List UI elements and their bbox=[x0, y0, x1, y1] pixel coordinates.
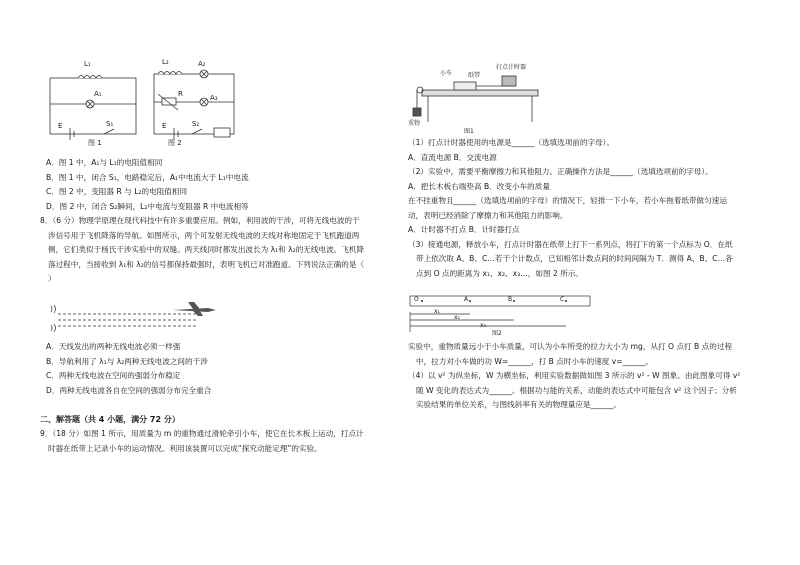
q9-line-2: 时器在纸带上记录小车的运动情况。利用该装置可以完成“探究动能定理”的实验。 bbox=[48, 443, 322, 453]
q9-line-1: 9．（18 分）如图 1 所示，用质量为 m 的重物通过滑轮牵引小车，使它在长木板上运动，打点计 bbox=[40, 429, 364, 438]
section-2-title: 二、解答题（共 4 小题，满分 72 分） bbox=[40, 415, 180, 424]
paper-tape-figure bbox=[408, 292, 608, 336]
q8-line-1: 8．（6 分）物理学原理在现代科技中有许多重要应用。例如，利用波的干涉，可将无线电波的干 bbox=[40, 216, 360, 225]
label-L2: L₂ bbox=[162, 58, 169, 66]
label-E2: E bbox=[162, 122, 167, 130]
q8-line-4: 落过程中，当接收到 λ₁和 λ₂的信号都保持最强时，表明飞机已对准跑道。下列说法正确的是（ bbox=[48, 259, 365, 269]
q8-option-c: C．两种无线电波在空间的强弱分布稳定 bbox=[46, 371, 181, 380]
label-S1: S₁ bbox=[106, 120, 114, 128]
q9-part1-options: A．直流电源 B．交流电源 bbox=[408, 152, 497, 162]
label-E1: E bbox=[58, 122, 63, 130]
q9-part3-line-3: 点到 O 点的距离为 x₁、x₂、x₃…，如图 2 所示。 bbox=[416, 268, 583, 278]
label-L1: L₁ bbox=[84, 60, 91, 68]
q9-part4-line-3: 实验结果的单位关系，与图线斜率有关的物理量应是______。 bbox=[416, 400, 622, 409]
apparatus-caption: 图1 bbox=[464, 128, 474, 135]
circuit-2-diagram bbox=[148, 58, 258, 148]
tape-label-O: O bbox=[414, 296, 419, 303]
q9-part2: （2）实验中，需要平衡摩擦力和其他阻力。正确操作方法是______（选填选项前的字母）。 bbox=[408, 167, 713, 176]
q9-part4-line-1: （4）以 v² 为纵坐标，W 为横坐标，利用实验数据做如图 3 所示的 v² - W 图象。由此图象可得 v² bbox=[408, 371, 741, 380]
tape-label-x2: x₂ bbox=[454, 314, 460, 321]
label-A2: A₂ bbox=[198, 60, 206, 68]
tape-label-C: C bbox=[560, 296, 565, 303]
tape-label-A: A bbox=[464, 296, 469, 303]
q9-part2-options: A．把长木板右端垫高 B．改变小车的质量 bbox=[408, 181, 550, 191]
runway-figure bbox=[48, 300, 238, 334]
q8-option-a: A．天线发出的两种无线电波必须一样强 bbox=[46, 342, 181, 351]
label-A3: A₃ bbox=[210, 94, 218, 102]
circuit-figure-2 bbox=[148, 58, 258, 148]
q8-option-b: B．导航利用了 λ₁与 λ₂两种无线电波之间的干涉 bbox=[46, 356, 208, 366]
label-S2: S₂ bbox=[192, 120, 200, 128]
fig2-caption: 图 2 bbox=[168, 139, 182, 147]
label-paper-tape: 纸带 bbox=[468, 72, 481, 79]
label-R: R bbox=[178, 90, 183, 98]
tape-label-x3: x₃ bbox=[480, 322, 486, 329]
label-weight: 重物 bbox=[408, 120, 421, 127]
q9-part2-options-2: A．计时器不打点 B．计时器打点 bbox=[408, 225, 520, 234]
runway-diagram bbox=[48, 300, 238, 334]
circuit-figure-1 bbox=[44, 58, 144, 148]
label-A1: A₁ bbox=[94, 90, 102, 98]
right-column-bottom bbox=[408, 340, 780, 413]
q8-line-2: 涉信号用于飞机降落的导航。如图所示，两个可发射无线电波的天线对称地固定于飞机跑道两 bbox=[48, 230, 360, 240]
q9-part2-continue-1: 在不挂重物且______（选填选项前的字母）的情况下，轻推一下小车，若小车拖着纸带做匀速运 bbox=[408, 196, 727, 205]
left-column bbox=[40, 156, 400, 287]
apparatus-figure bbox=[408, 60, 548, 140]
q9-part1: （1）打点计时器使用的电源是______（选填选项前的字母）。 bbox=[408, 138, 615, 147]
q9-part3-work: 实验中，重物质量远小于小车质量，可认为小车所受的拉力大小为 mg，从打 O 点打 B 点的过程 bbox=[408, 342, 733, 351]
q9-part3-line-2: 带上依次取 A、B、C…若干个计数点，已知相邻计数点间的时间间隔为 T．测得 A、B、C…各 bbox=[416, 254, 733, 263]
q9-part4-line-2: 随 W 变化的表达式为______。根据功与能的关系，动能的表达式中可能包含 v² 这个因子；分析 bbox=[416, 385, 737, 395]
q8-option-d: D．两种无线电波各自在空间的强弱分布完全重合 bbox=[46, 385, 212, 395]
label-cart: 小车 bbox=[440, 70, 453, 77]
circuit-1-diagram bbox=[44, 58, 144, 148]
fig1-caption: 图 1 bbox=[88, 139, 102, 147]
q8-line-3: 侧，它们类似于杨氏干涉实验中的双缝。两天线同时都发出波长为 λ₁和 λ₂的无线电波。飞机降 bbox=[48, 245, 365, 254]
right-column bbox=[408, 136, 780, 281]
label-timer: 打点计时器 bbox=[496, 64, 527, 71]
q8-line-5: ） bbox=[48, 274, 56, 283]
q9-part3-velocity: 中，拉力对小车做的功 W=______，打 B 点时小车的速度 v=______。 bbox=[416, 356, 654, 366]
q9-part2-continue-2: 动，表明已经消除了摩擦力和其他阻力的影响。 bbox=[408, 210, 568, 220]
tape-label-B: B bbox=[508, 296, 513, 303]
left-column-bottom bbox=[40, 340, 400, 456]
q7-option-a: A．图 1 中，A₁与 L₁的电阻值相同 bbox=[46, 158, 163, 167]
q7-option-c: C．图 2 中，变阻器 R 与 L₂的电阻值相同 bbox=[46, 187, 188, 196]
q7-option-b: B．图 1 中，闭合 S₁，电路稳定后，A₁中电流大于 L₁中电流 bbox=[46, 172, 249, 182]
q9-part3-line-1: （3）接通电源，释放小车，打点计时器在纸带上打下一系列点，将打下的第一个点标为 O．在纸 bbox=[408, 239, 733, 249]
tape-label-x1: x₁ bbox=[434, 308, 440, 315]
q7-option-d: D．图 2 中，闭合 S₂瞬间，L₂中电流与变阻器 R 中电流相等 bbox=[46, 201, 249, 211]
tape-caption: 图2 bbox=[492, 330, 502, 337]
